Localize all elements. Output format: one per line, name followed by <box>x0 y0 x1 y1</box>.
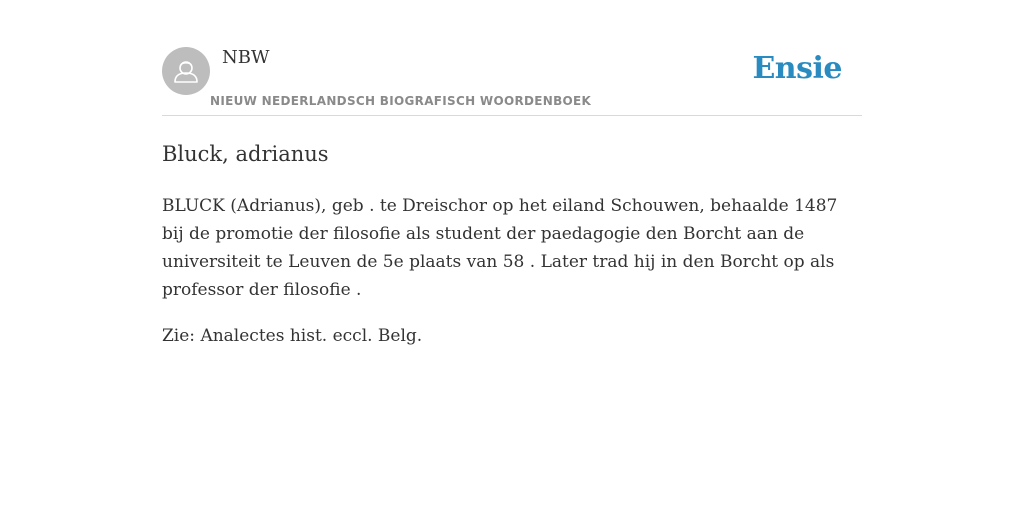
entry-title: Bluck, adrianus <box>162 142 329 166</box>
entry-content <box>162 138 862 350</box>
source-abbreviation[interactable]: NBW <box>222 47 270 68</box>
ensie-logo[interactable]: Ensie <box>752 51 842 86</box>
user-avatar-icon <box>162 47 210 95</box>
entry-reference: Zie: Analectes hist. eccl. Belg. <box>162 326 423 346</box>
source-avatar[interactable] <box>162 47 210 95</box>
source-header <box>162 0 862 116</box>
source-full-name[interactable]: NIEUW NEDERLANDSCH BIOGRAFISCH WOORDENBOEK <box>210 94 592 108</box>
entry-body: BLUCK (Adrianus), geb . te Dreischor op het eiland Schouwen, behaalde 1487 bij de promotie der filosofie als student der paedagogie den Borcht aan de universiteit te Leuven de 5e plaats van 58 . Later trad hij in den Borcht op als professor der filosofie . <box>162 196 838 300</box>
